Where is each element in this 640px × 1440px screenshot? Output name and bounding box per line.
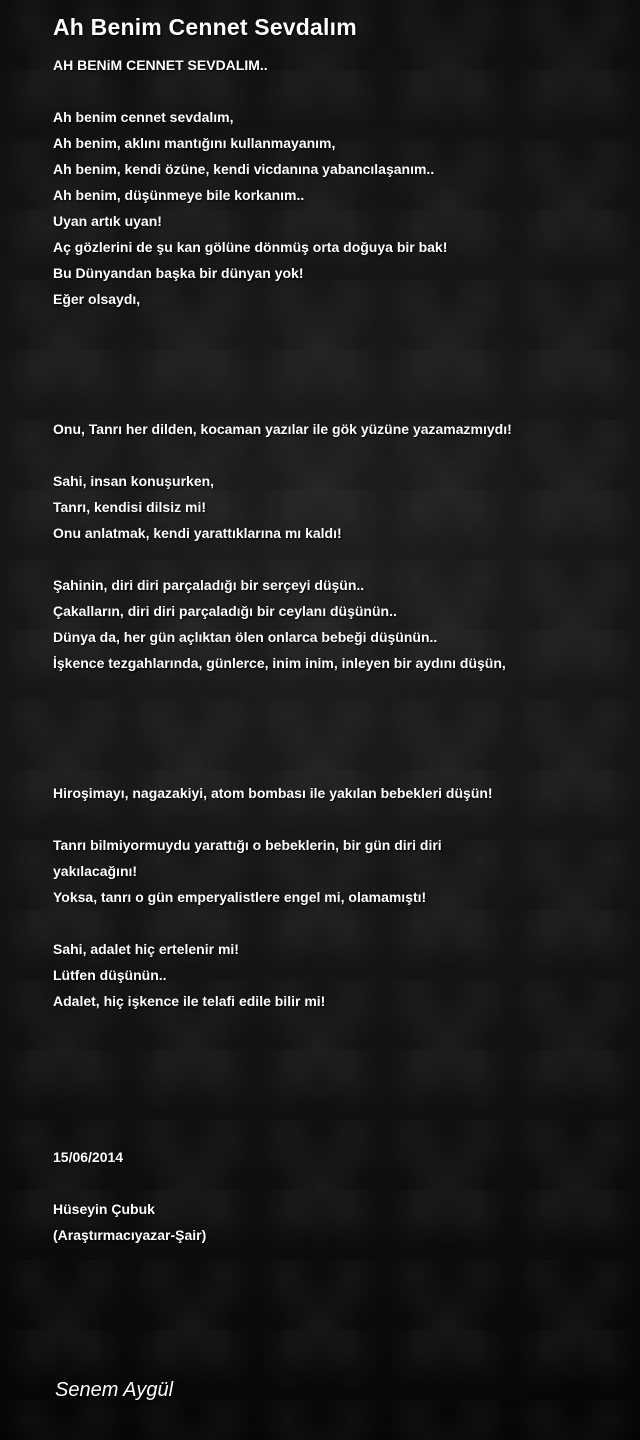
- blank-line: [53, 1066, 633, 1092]
- blank-line: [53, 1014, 633, 1040]
- poem-line: Sahi, insan konuşurken,: [53, 473, 215, 489]
- poem-line: Aç gözlerini de şu kan gölüne dönmüş orta doğuya bir bak!: [53, 239, 448, 255]
- poem-line: Lütfen düşünün..: [53, 967, 167, 983]
- poem-line: Eğer olsaydı,: [53, 291, 141, 307]
- poem-signature-title: (Araştırmacıyazar-Şair): [53, 1227, 207, 1243]
- blank-line: [53, 754, 633, 780]
- poem-line: Ah benim, aklını mantığını kullanmayanım,: [53, 135, 336, 151]
- poem-line: Uyan artık uyan!: [53, 213, 162, 229]
- blank-line: [53, 728, 633, 754]
- blank-line: [53, 78, 633, 104]
- blank-line: [53, 390, 633, 416]
- author-name: Senem Aygül: [55, 1379, 174, 1401]
- blank-line: [53, 910, 633, 936]
- blank-line: [53, 1040, 633, 1066]
- poem-signature-name: Hüseyin Çubuk: [53, 1201, 155, 1217]
- poem-title: Ah Benim Cennet Sevdalım: [53, 14, 357, 40]
- poem-line: Ah benim, kendi özüne, kendi vicdanına yabancılaşanım..: [53, 161, 435, 177]
- poem-line: Yoksa, tanrı o gün emperyalistlere engel mi, olamamıştı!: [53, 889, 427, 905]
- poem-line: Tanrı, kendisi dilsiz mi!: [53, 499, 206, 515]
- poem-line: Şahinin, diri diri parçaladığı bir serçeyi düşün..: [53, 577, 365, 593]
- blank-line: [53, 312, 633, 338]
- blank-line: [53, 1170, 633, 1196]
- poem-line: Sahi, adalet hiç ertelenir mi!: [53, 941, 239, 957]
- blank-line: [53, 1118, 633, 1144]
- blank-line: [53, 1092, 633, 1118]
- poem-line: Tanrı bilmiyormuydu yarattığı o bebeklerin, bir gün diri diri yakılacağını!: [53, 837, 442, 879]
- poem-line: Onu anlatmak, kendi yarattıklarına mı kaldı!: [53, 525, 342, 541]
- poem-line: AH BENiM CENNET SEVDALIM..: [53, 57, 268, 73]
- poem-date: 15/06/2014: [53, 1149, 124, 1165]
- poem-body: [53, 52, 633, 1248]
- poem-line: İşkence tezgahlarında, günlerce, inim inim, inleyen bir aydını düşün,: [53, 655, 506, 671]
- poem-line: Ah benim, düşünmeye bile korkanım..: [53, 187, 305, 203]
- poem-line: Adalet, hiç işkence ile telafi edile bilir mi!: [53, 993, 326, 1009]
- poem-line: Dünya da, her gün açlıktan ölen onlarca bebeği düşünün..: [53, 629, 438, 645]
- blank-line: [53, 806, 633, 832]
- blank-line: [53, 338, 633, 364]
- poem-line: Çakalların, diri diri parçaladığı bir ceylanı düşünün..: [53, 603, 397, 619]
- poem-line: Bu Dünyandan başka bir dünyan yok!: [53, 265, 304, 281]
- blank-line: [53, 442, 633, 468]
- blank-line: [53, 702, 633, 728]
- poem-line: Hiroşimayı, nagazakiyi, atom bombası ile yakılan bebekleri düşün!: [53, 785, 493, 801]
- blank-line: [53, 546, 633, 572]
- poem-line: Ah benim cennet sevdalım,: [53, 109, 234, 125]
- blank-line: [53, 676, 633, 702]
- poem-line: Onu, Tanrı her dilden, kocaman yazılar ile gök yüzüne yazamazmıydı!: [53, 421, 512, 437]
- blank-line: [53, 364, 633, 390]
